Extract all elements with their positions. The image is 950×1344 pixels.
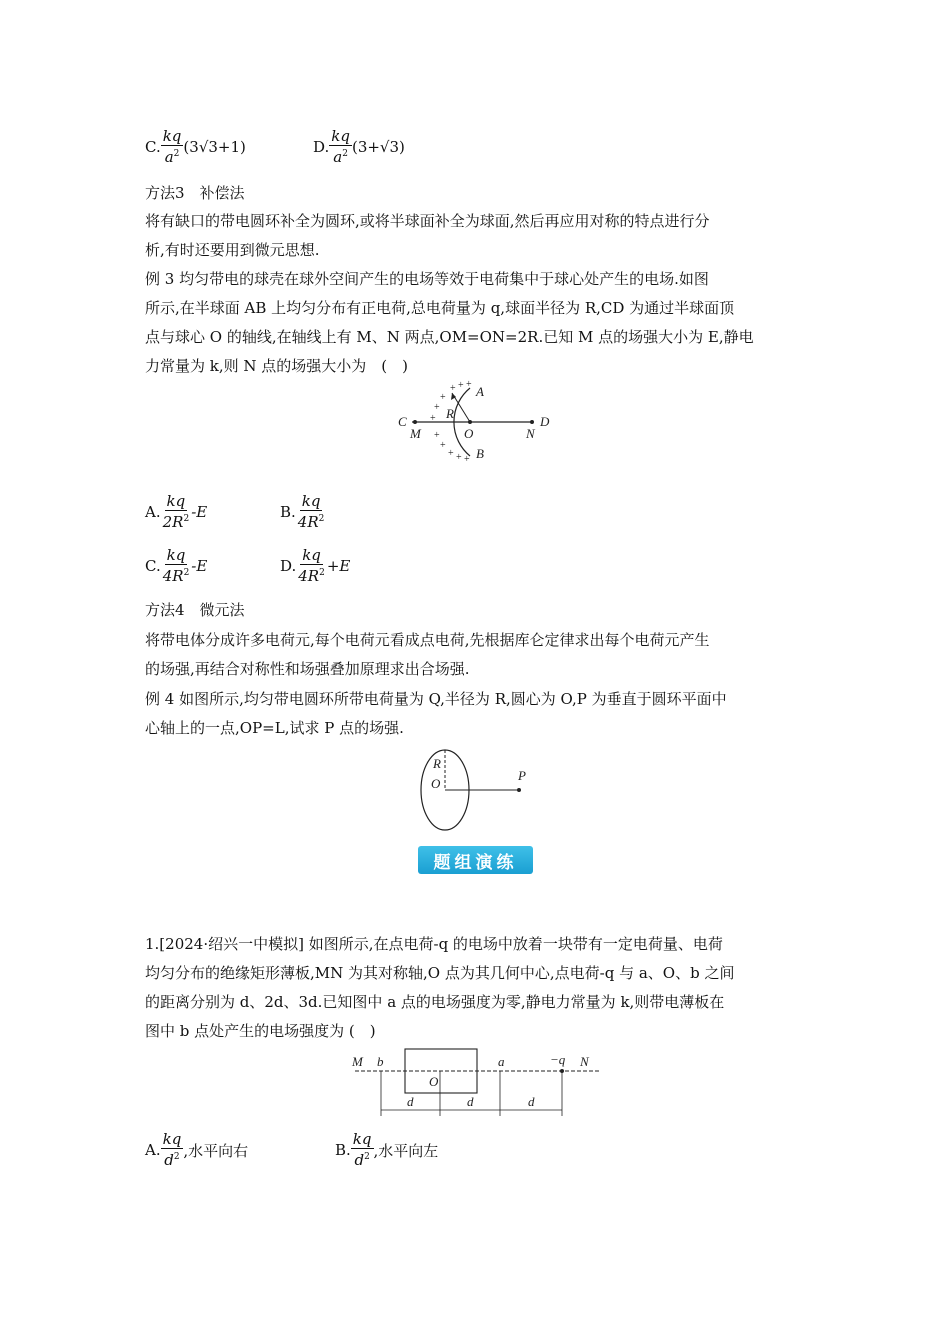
option-tail: -E: [191, 557, 208, 575]
option-label: B.: [335, 1141, 351, 1159]
option-tail: ,水平向左: [373, 1141, 439, 1160]
example3-line-3: 点与球心 O 的轴线,在轴线上有 M、N 两点,OM=ON=2R.已知 M 点的场强大小为 E,静电: [145, 328, 754, 346]
practice-banner: 题组演练: [418, 846, 533, 874]
numerator: kq: [162, 127, 182, 145]
label-d1: d: [407, 1094, 414, 1109]
label-r: R: [446, 406, 454, 421]
label-p: P: [518, 768, 526, 783]
denominator: $a^2$: [333, 148, 348, 166]
label-n: N: [526, 426, 535, 441]
fraction: [161, 1131, 184, 1169]
option-tail: +E: [326, 557, 351, 575]
option-tail: (3+√3): [351, 138, 405, 156]
label-minus-q: −q: [550, 1052, 566, 1067]
example3-line-2: 所示,在半球面 AB 上均匀分布有正电荷,总电荷量为 q,球面半径为 R,CD 为通过半球面顶: [145, 299, 735, 317]
fraction: [161, 128, 184, 166]
option-tail: (3√3+1): [183, 138, 246, 156]
option-label: A.: [145, 1141, 161, 1159]
numerator: kq: [166, 492, 186, 510]
fraction: [161, 547, 192, 585]
question1-line-1: 1.[2024·绍兴一中模拟] 如图所示,在点电荷-q 的电场中放着一块带有一定电荷量、电荷: [145, 935, 723, 953]
label-r: R: [433, 756, 441, 771]
method4-desc-1: 将带电体分成许多电荷元,每个电荷元看成点电荷,先根据库仑定律求出每个电荷元产生: [145, 631, 710, 649]
label-c: C: [398, 414, 407, 429]
point-o: [468, 420, 472, 424]
denominator: $d^2$: [164, 1151, 180, 1169]
numerator: kq: [331, 127, 350, 145]
label-a: A: [476, 384, 484, 399]
option-label: D.: [280, 557, 297, 575]
svg-text:+: +: [440, 392, 446, 403]
svg-text:+: +: [434, 402, 440, 413]
option-d[interactable]: [280, 547, 350, 585]
option-d-prev[interactable]: [313, 128, 405, 166]
numerator: kq: [352, 1130, 372, 1148]
option-c-prev[interactable]: [145, 128, 246, 166]
svg-text:+: +: [464, 454, 470, 465]
option-label: C.: [145, 557, 161, 575]
example4-line-2: 心轴上的一点,OP=L,试求 P 点的场强.: [145, 719, 404, 737]
point-q: [560, 1069, 564, 1073]
denominator: $4R^2$: [297, 513, 325, 531]
numerator: kq: [302, 546, 321, 564]
svg-text:+: +: [466, 379, 472, 390]
label-o: O: [464, 426, 474, 441]
label-d: D: [540, 414, 550, 429]
option-b[interactable]: [280, 493, 326, 531]
label-m: M: [352, 1054, 363, 1069]
fraction: [329, 128, 352, 166]
option-tail: -E: [191, 503, 208, 521]
label-b: b: [377, 1054, 384, 1069]
option-label: A.: [145, 503, 161, 521]
option-label: B.: [280, 503, 296, 521]
denominator: $4R^2$: [162, 567, 190, 585]
label-m: M: [410, 426, 421, 441]
fraction: [296, 493, 327, 531]
option-c[interactable]: [145, 547, 207, 585]
numerator: kq: [301, 492, 321, 510]
option-tail: ,水平向右: [183, 1141, 249, 1160]
label-d2: d: [467, 1094, 474, 1109]
point-m: [413, 420, 417, 424]
question1-line-2: 均匀分布的绝缘矩形薄板,MN 为其对称轴,O 点为其几何中心,点电荷-q 与 a、O、b 之间: [145, 964, 735, 982]
svg-text:+: +: [448, 448, 454, 459]
option-a[interactable]: [145, 493, 207, 531]
numerator: kq: [162, 1130, 182, 1148]
q1-option-b[interactable]: [335, 1131, 438, 1169]
label-b: B: [476, 446, 484, 461]
fraction: [161, 493, 192, 531]
label-d3: d: [528, 1094, 535, 1109]
plate-figure: [350, 1046, 605, 1122]
denominator: $2R^2$: [162, 513, 190, 531]
option-label: C.: [145, 138, 161, 156]
svg-text:+: +: [456, 452, 462, 463]
svg-text:+: +: [430, 413, 436, 424]
example3-line-1: 例 3 均匀带电的球壳在球外空间产生的电场等效于电荷集中于球心处产生的电场.如图: [145, 270, 709, 288]
option-label: D.: [313, 138, 330, 156]
label-a: a: [498, 1054, 505, 1069]
ring-figure: [415, 748, 540, 832]
point-p: [517, 788, 521, 792]
method4-title: 方法4 微元法: [145, 601, 245, 619]
method3-desc-2: 析,有时还要用到微元思想.: [145, 241, 320, 259]
point-n: [530, 420, 534, 424]
hemisphere-figure: [390, 378, 560, 466]
example4-line-1: 例 4 如图所示,均匀带电圆环所带电荷量为 Q,半径为 R,圆心为 O,P 为垂直于圆环平面中: [145, 690, 727, 708]
denominator: $a^2$: [164, 148, 180, 166]
svg-text:+: +: [450, 383, 456, 394]
svg-text:+: +: [458, 380, 464, 391]
label-o: O: [429, 1074, 439, 1089]
label-n: N: [580, 1054, 589, 1069]
numerator: kq: [166, 546, 186, 564]
label-o: O: [431, 776, 441, 791]
fraction: [351, 1131, 374, 1169]
example3-line-4: 力常量为 k,则 N 点的场强大小为 ( ): [145, 357, 408, 375]
svg-text:+: +: [434, 430, 440, 441]
q1-option-a[interactable]: [145, 1131, 248, 1169]
question1-line-4: 图中 b 点处产生的电场强度为 ( ): [145, 1022, 376, 1040]
question1-line-3: 的距离分别为 d、2d、3d.已知图中 a 点的电场强度为零,静电力常量为 k,则带电薄板在: [145, 993, 725, 1011]
method3-title: 方法3 补偿法: [145, 184, 245, 202]
method3-desc-1: 将有缺口的带电圆环补全为圆环,或将半球面补全为球面,然后再应用对称的特点进行分: [145, 212, 710, 230]
svg-text:+: +: [440, 440, 446, 451]
fraction: [296, 547, 327, 585]
denominator: $4R^2$: [298, 567, 325, 585]
denominator: $d^2$: [354, 1151, 370, 1169]
method4-desc-2: 的场强,再结合对称性和场强叠加原理求出合场强.: [145, 660, 470, 678]
